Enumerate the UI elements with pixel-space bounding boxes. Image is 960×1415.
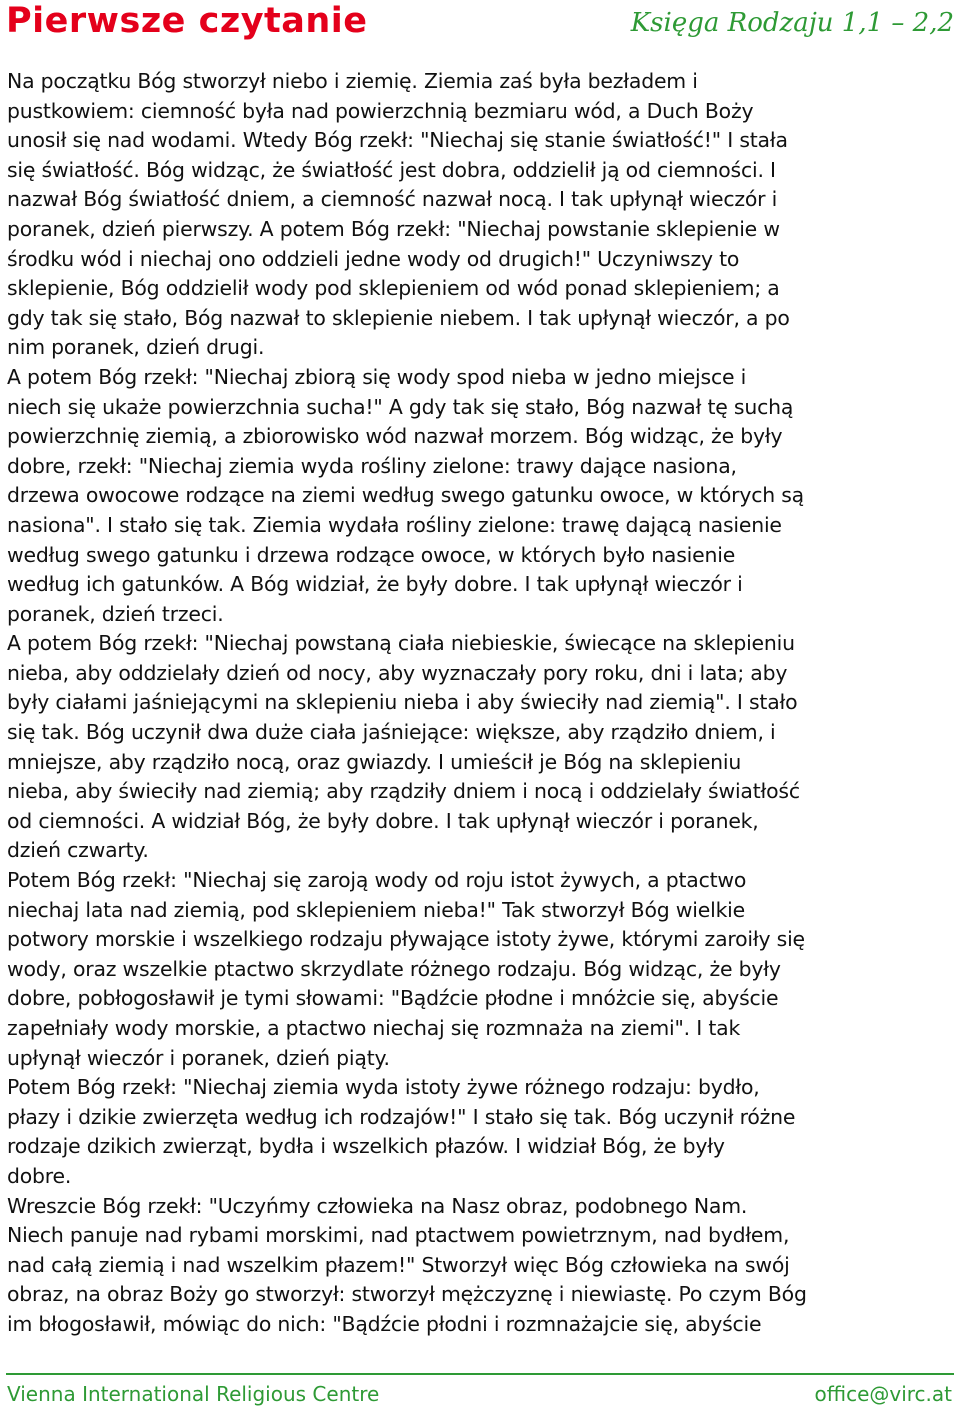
footer-email-link[interactable]: office@virc.at [814,1382,952,1406]
text-line: poranek, dzień pierwszy. A potem Bóg rzekł: "Niechaj powstanie sklepienie w [7,216,780,241]
text-line: unosił się nad wodami. Wtedy Bóg rzekł: "Niechaj się stanie światłość!" I stała [7,128,788,153]
text-line: Wreszcie Bóg rzekł: "Uczyńmy człowieka na Nasz obraz, podobnego Nam. [7,1193,748,1218]
text-line: niechaj lata nad ziemią, pod sklepieniem nieba!" Tak stworzył Bóg wielkie [7,897,746,922]
text-line: Niech panuje nad rybami morskimi, nad ptactwem powietrznym, nad bydłem, [7,1223,790,1248]
text-line: potwory morskie i wszelkiego rodzaju pływające istoty żywe, którymi zaroiły się [7,927,805,952]
reading-text [7,67,957,1340]
text-line: sklepienie, Bóg oddzielił wody pod sklepieniem od wód ponad sklepieniem; a [7,276,780,301]
text-line: drzewa owocowe rodzące na ziemi według swego gatunku owoce, w których są [7,483,804,508]
text-line: nazwał Bóg światłość dniem, a ciemność nazwał nocą. I tak upłynął wieczór i [7,187,778,212]
text-line: Potem Bóg rzekł: "Niechaj ziemia wyda istoty żywe różnego rodzaju: bydło, [7,1075,760,1100]
text-line: upłynął wieczór i poranek, dzień piąty. [7,1045,390,1070]
text-line: gdy tak się stało, Bóg nazwał to sklepienie niebem. I tak upłynął wieczór, a po [7,305,790,330]
text-line: nim poranek, dzień drugi. [7,335,265,360]
text-line: mniejsze, aby rządziło nocą, oraz gwiazdy. I umieścił je Bóg na sklepieniu [7,749,742,774]
text-line: nieba, aby świeciły nad ziemią; aby rządziły dniem i nocą i oddzielały światłość [7,779,800,804]
text-line: środku wód i niechaj ono oddzieli jedne wody od drugich!" Uczyniwszy to [7,246,740,271]
text-line: dobre. [7,1163,72,1188]
text-line: według ich gatunków. A Bóg widział, że były dobre. I tak upłynął wieczór i [7,572,743,597]
text-line: nieba, aby oddzielały dzień od nocy, aby wyznaczały pory roku, dni i lata; aby [7,660,788,685]
text-line: poranek, dzień trzeci. [7,601,224,626]
text-line: się tak. Bóg uczynił dwa duże ciała jaśniejące: większe, aby rządziło dniem, i [7,720,776,745]
text-line: według swego gatunku i drzewa rodzące owoce, w których było nasienie [7,542,736,567]
text-line: rodzaje dzikich zwierząt, bydła i wszelkich płazów. I widział Bóg, że były [7,1134,725,1159]
text-line: od ciemności. A widział Bóg, że były dobre. I tak upłynął wieczór i poranek, [7,808,759,833]
text-line: pustkowiem: ciemność była nad powierzchnią bezmiaru wód, a Duch Boży [7,98,754,123]
text-line: się światłość. Bóg widząc, że światłość jest dobra, oddzielił ją od ciemności. I [7,157,776,182]
text-line: nasiona". I stało się tak. Ziemia wydała rośliny zielone: trawę dającą nasienie [7,512,782,537]
text-line: zapełniały wody morskie, a ptactwo niechaj się rozmnaża na ziemi". I tak [7,1016,741,1040]
text-line: nad całą ziemią i nad wszelkim płazem!" Stworzył więc Bóg człowieka na swój [7,1252,790,1277]
text-line: płazy i dzikie zwierzęta według ich rodzajów!" I stało się tak. Bóg uczynił różne [7,1104,796,1129]
text-line: dobre, pobłogosławił je tymi słowami: "Bądźcie płodne i mnóżcie się, abyście [7,986,779,1011]
page-header [6,0,954,44]
text-line: Potem Bóg rzekł: "Niechaj się zaroją wody od roju istot żywych, a ptactwo [7,868,747,893]
page-title: Pierwsze czytanie [6,1,368,41]
footer-divider [6,1373,954,1375]
text-line: niech się ukaże powierzchnia sucha!" A gdy tak się stało, Bóg nazwał tę suchą [7,394,794,419]
text-line: dobre, rzekł: "Niechaj ziemia wyda rośliny zielone: trawy dające nasiona, [7,453,737,478]
text-line: A potem Bóg rzekł: "Niechaj powstaną ciała niebieskie, świecące na sklepieniu [7,631,795,656]
text-line: A potem Bóg rzekł: "Niechaj zbiorą się wody spod nieba w jedno miejsce i [7,364,747,389]
text-line: powierzchnię ziemią, a zbiorowisko wód nazwał morzem. Bóg widząc, że były [7,424,783,449]
text-line: wody, oraz wszelkie ptactwo skrzydlate różnego rodzaju. Bóg widząc, że były [7,956,781,981]
text-line: im błogosławił, mówiąc do nich: "Bądźcie płodni i rozmnażajcie się, abyście [7,1311,762,1336]
text-line: dzień czwarty. [7,838,149,863]
text-line: obraz, na obraz Boży go stworzył: stworzył mężczyznę i niewiastę. Po czym Bóg [7,1282,807,1307]
text-line: Na początku Bóg stworzył niebo i ziemię. Ziemia zaś była bezładem i [7,69,698,93]
footer-organization: Vienna International Religious Centre [7,1382,380,1406]
text-line: były ciałami jaśniejącymi na sklepieniu nieba i aby świeciły nad ziemią". I stało [7,690,798,715]
scripture-reference: Księga Rodzaju 1,1 – 2,2 [630,8,954,38]
